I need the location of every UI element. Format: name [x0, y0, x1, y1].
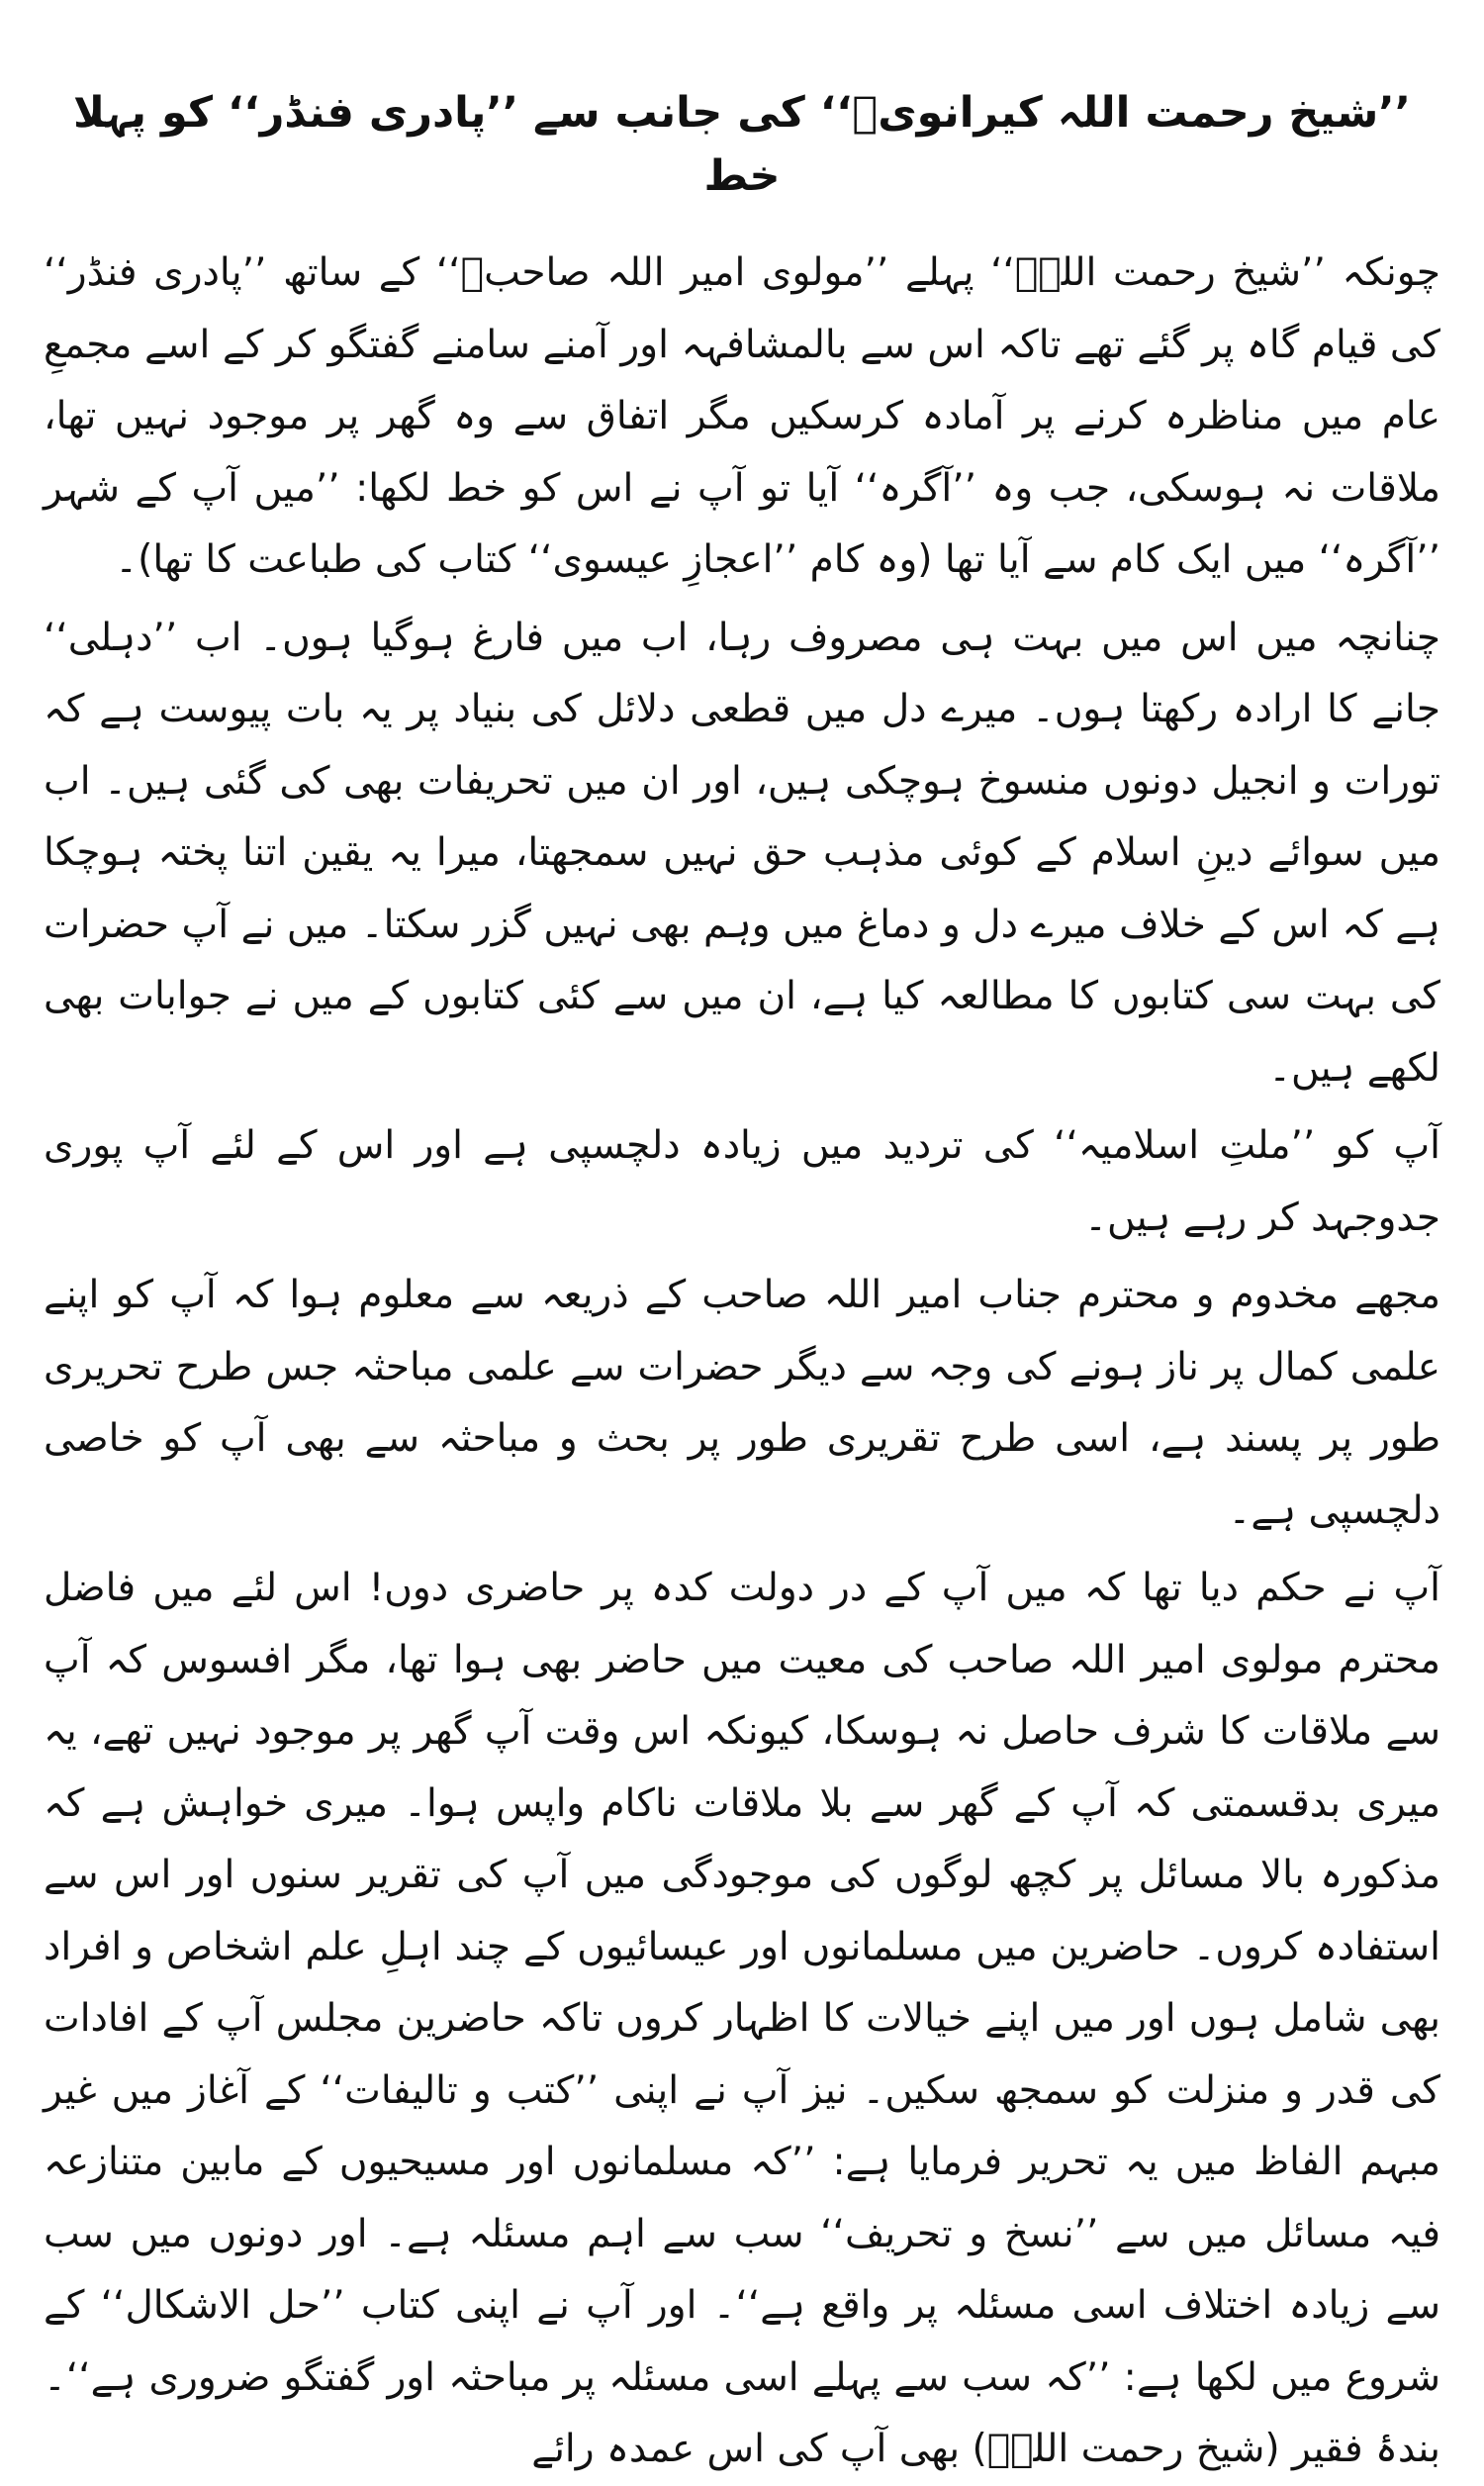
document-title: ’’شیخ رحمت اللہ کیرانویؒ‘‘ کی جانب سے ’’پادری فنڈر‘‘ کو پہلا خط	[73, 88, 1411, 201]
paragraph-2: چنانچہ میں اس میں بہت ہی مصروف رہا، اب میں فارغ ہوگیا ہوں۔ اب ’’دہلی‘‘ جانے کا ارادہ رکھتا ہوں۔ میرے دل میں قطعی دلائل کی بنیاد پر یہ بات پیوست ہے کہ تورات و انجیل دونوں منسوخ ہوچکی ہیں، اور ان میں تحریفات بھی کی گئی ہیں۔ اب میں سوائے دینِ اسلام کے کوئی مذہب حق نہیں سمجھتا، میرا یہ یقین اتنا پختہ ہوچکا ہے کہ اس کے خلاف میرے دل و دماغ میں وہم بھی نہیں گزر سکتا۔ میں نے آپ حضرات کی بہت سی کتابوں کا مطالعہ کیا ہے، ان میں سے کئی کتابوں کے میں نے جوابات بھی لکھے ہیں۔	[44, 615, 1440, 1091]
paragraph-4: مجھے مخدوم و محترم جناب امیر اللہ صاحب کے ذریعہ سے معلوم ہوا کہ آپ کو اپنے علمی کمال پر ناز ہونے کی وجہ سے دیگر حضرات سے علمی مباحثہ جس طرح تحریری طور پر پسند ہے، اسی طرح تقریری طور پر بحث و مباحثہ سے بھی آپ کو خاصی دلچسپی ہے۔	[44, 1273, 1440, 1533]
document-body	[44, 238, 1440, 2486]
paragraph-1: چونکہ ’’شیخ رحمت اللہؒ‘‘ پہلے ’’مولوی امیر اللہ صاحبؒ‘‘ کے ساتھ ’’پادری فنڈر‘‘ کی قیام گاہ پر گئے تھے تاکہ اس سے بالمشافہہ اور آمنے سامنے گفتگو کر کے اسے مجمعِ عام میں مناظرہ کرنے پر آمادہ کرسکیں مگر اتفاق سے وہ گھر پر موجود نہیں تھا، ملاقات نہ ہوسکی، جب وہ ’’آگرہ‘‘ آیا تو آپ نے اس کو خط لکھا: ’’میں آپ کے شہر ’’آگرہ‘‘ میں ایک کام سے آیا تھا (وہ کام ’’اعجازِ عیسوی‘‘ کتاب کی طباعت کا تھا)۔	[44, 250, 1440, 582]
paragraph-3: آپ کو ’’ملتِ اسلامیہ‘‘ کی تردید میں زیادہ دلچسپی ہے اور اس کے لئے آپ پوری جدوجہد کر رہے ہیں۔	[44, 1123, 1440, 1240]
paragraph-5: آپ نے حکم دیا تھا کہ میں آپ کے در دولت کدہ پر حاضری دوں! اس لئے میں فاضل محترم مولوی امیر اللہ صاحب کی معیت میں حاضر بھی ہوا تھا، مگر افسوس کہ آپ سے ملاقات کا شرف حاصل نہ ہوسکا، کیونکہ اس وقت آپ گھر پر موجود نہیں تھے، یہ میری بدقسمتی کہ آپ کے گھر سے بلا ملاقات ناکام واپس ہوا۔ میری خواہش ہے کہ مذکورہ بالا مسائل پر کچھ لوگوں کی موجودگی میں آپ کی تقریر سنوں اور اس سے استفادہ کروں۔ حاضرین میں مسلمانوں اور عیسائیوں کے چند اہلِ علم اشخاص و افراد بھی شامل ہوں اور میں اپنے خیالات کا اظہار کروں تاکہ حاضرین مجلس آپ کے افادات کی قدر و منزلت کو سمجھ سکیں۔ نیز آپ نے اپنی ’’کتب و تالیفات‘‘ کے آغاز میں غیر مبہم الفاظ میں یہ تحریر فرمایا ہے: ’’کہ مسلمانوں اور مسیحیوں کے مابین متنازعہ فیہ مسائل میں سے ’’نسخ و تحریف‘‘ سب سے اہم مسئلہ ہے۔ اور دونوں میں سب سے زیادہ اختلاف اسی مسئلہ پر واقع ہے‘‘۔ اور آپ نے اپنی کتاب ’’حل الاشکال‘‘ کے شروع میں لکھا ہے: ’’کہ سب سے پہلے اسی مسئلہ پر مباحثہ اور گفتگو ضروری ہے‘‘۔ بندۂ فقیر (شیخ رحمت اللہؒ) بھی آپ کی اس عمدہ رائے	[44, 1566, 1440, 2471]
